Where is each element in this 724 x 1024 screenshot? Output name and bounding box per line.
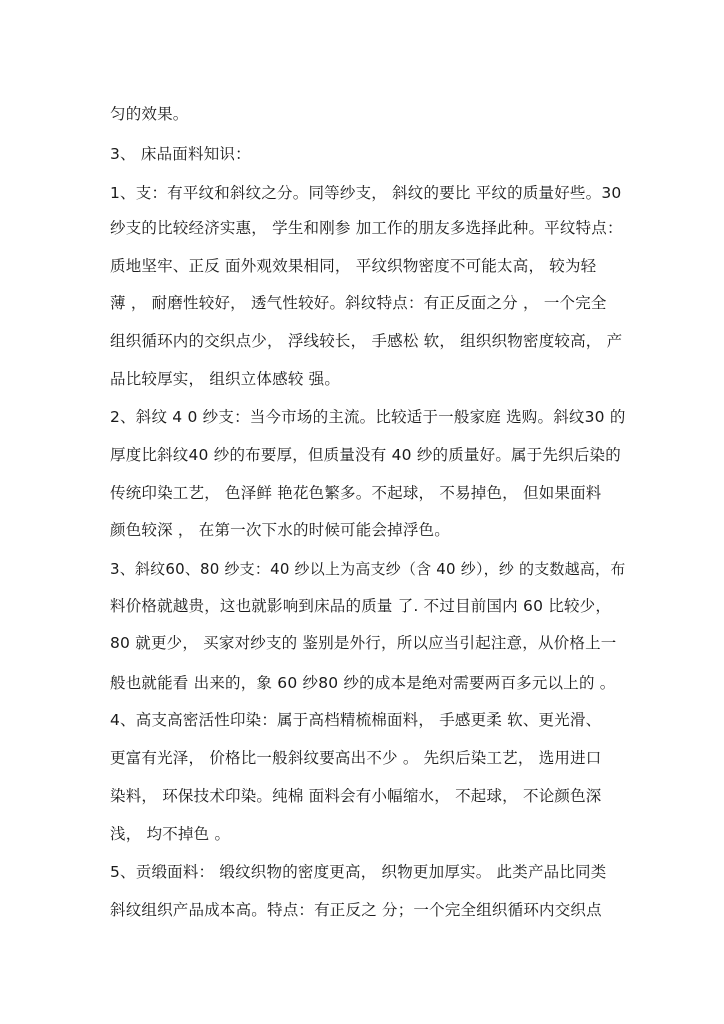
text-line: 品比较厚实， 组织立体感较 强。 <box>110 370 341 388</box>
text-line: 4、高支高密活性印染：属于高档精梳棉面料， 手感更柔 软、更光滑、 <box>110 711 602 729</box>
text-line: 5、贡缎面料： 缎纹织物的密度更高， 织物更加厚实。 此类产品比同类 <box>110 863 607 881</box>
text-line: 80 就更少， 买家对纱支的 鉴别是外行，所以应当引起注意，从价格上一 <box>110 634 617 652</box>
text-line: 更富有光泽， 价格比一般斜纹要高出不少 。 先织后染工艺， 选用进口 <box>110 749 602 767</box>
text-line: 斜纹组织产品成本高。特点：有正反之 分；一个完全组织循环内交织点 <box>110 901 602 919</box>
text-line: 组织循环内的交织点少， 浮线较长， 手感松 软， 组织织物密度较高， 产 <box>110 332 623 350</box>
text-line: 薄 ， 耐磨性较好， 透气性较好。斜纹特点：有正反面之分 ， 一个完全 <box>110 294 607 312</box>
section-heading: 3、 床品面料知识： <box>110 145 251 163</box>
text-line: 3、斜纹60、80 纱支：40 纱以上为高支纱（含 40 纱），纱 的支数越高，布 <box>110 560 626 578</box>
text-line: 质地坚牢、正反 面外观效果相同， 平纹织物密度不可能太高， 较为轻 <box>110 257 597 275</box>
text-line: 厚度比斜纹40 纱的布要厚，但质量没有 40 纱的质量好。属于先织后染的 <box>110 446 621 464</box>
text-line: 纱支的比较经济实惠， 学生和刚参 加工作的朋友多选择此种。平纹特点： <box>110 219 623 237</box>
text-line: 料价格就越贵，这也就影响到床品的质量 了. 不过目前国内 60 比较少， <box>110 597 612 615</box>
text-line: 染料， 环保技术印染。纯棉 面料会有小幅缩水， 不起球， 不论颜色深 <box>110 787 602 805</box>
text-line: 颜色较深 ， 在第一次下水的时候可能会掉浮色。 <box>110 521 450 539</box>
text-line: 般也就能看 出来的，象 60 纱80 纱的成本是绝对需要两百多元以上的 。 <box>110 674 616 692</box>
text-line: 2、斜纹 4 0 纱支：当今市场的主流。比较适于一般家庭 选购。斜纹30 的 <box>110 408 626 426</box>
text-line: 匀的效果。 <box>110 105 189 123</box>
text-line: 传统印染工艺， 色泽鲜 艳花色繁多。不起球， 不易掉色， 但如果面料 <box>110 484 602 502</box>
text-line: 1、支：有平纹和斜纹之分。同等纱支， 斜纹的要比 平纹的质量好些。30 <box>110 184 622 202</box>
text-line: 浅， 均不掉色 。 <box>110 825 231 843</box>
